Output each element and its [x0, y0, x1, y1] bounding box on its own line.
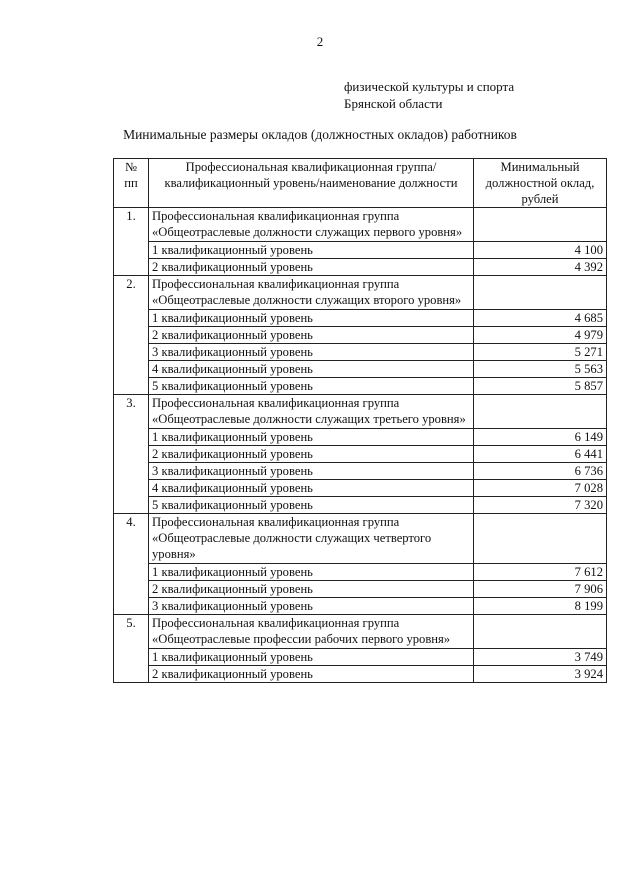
group-row — [114, 208, 607, 242]
group-salary-empty — [474, 208, 607, 242]
column-header-number: № пп — [114, 159, 149, 208]
level-label: 1 квалификационный уровень — [149, 564, 474, 581]
level-row — [114, 310, 607, 327]
column-header-name: Профессиональная квалификационная группа/квалификационный уровень/наименование должности — [149, 159, 474, 208]
group-salary-empty — [474, 276, 607, 310]
level-label: 2 квалификационный уровень — [149, 446, 474, 463]
header-line-1: физической культуры и спорта — [344, 79, 515, 94]
group-title: Профессиональная квалификационная группа «Общеотраслевые профессии рабочих первого уровня» — [149, 615, 474, 649]
level-label: 4 квалификационный уровень — [149, 361, 474, 378]
level-row — [114, 649, 607, 666]
level-salary: 8 199 — [474, 598, 607, 615]
level-salary: 3 749 — [474, 649, 607, 666]
level-row — [114, 497, 607, 514]
group-salary-empty — [474, 395, 607, 429]
level-label: 3 квалификационный уровень — [149, 463, 474, 480]
column-header-salary: Минимальный должностной оклад, рублей — [474, 159, 607, 208]
document-title: Минимальные размеры окладов (должностных окладов) работников — [123, 127, 517, 142]
level-row — [114, 429, 607, 446]
level-row — [114, 361, 607, 378]
group-row — [114, 514, 607, 564]
level-salary: 6 149 — [474, 429, 607, 446]
page-number: 2 — [316, 34, 324, 49]
level-row — [114, 242, 607, 259]
group-title: Профессиональная квалификационная группа «Общеотраслевые должности служащих третьего уровня» — [149, 395, 474, 429]
table-header-row — [114, 159, 607, 208]
level-salary: 5 271 — [474, 344, 607, 361]
level-row — [114, 480, 607, 497]
level-row — [114, 666, 607, 683]
level-row — [114, 327, 607, 344]
level-row — [114, 598, 607, 615]
level-salary: 4 392 — [474, 259, 607, 276]
header-line-2: Брянской области — [344, 96, 443, 111]
level-label: 2 квалификационный уровень — [149, 327, 474, 344]
level-label: 2 квалификационный уровень — [149, 666, 474, 683]
level-label: 2 квалификационный уровень — [149, 259, 474, 276]
level-salary: 7 028 — [474, 480, 607, 497]
level-row — [114, 259, 607, 276]
group-number: 2. — [114, 276, 149, 395]
level-salary: 4 979 — [474, 327, 607, 344]
group-row — [114, 395, 607, 429]
level-row — [114, 581, 607, 598]
table-body — [114, 208, 607, 683]
level-salary: 7 612 — [474, 564, 607, 581]
group-row — [114, 615, 607, 649]
group-number: 4. — [114, 514, 149, 615]
level-label: 3 квалификационный уровень — [149, 598, 474, 615]
group-number: 3. — [114, 395, 149, 514]
level-label: 5 квалификационный уровень — [149, 497, 474, 514]
group-title: Профессиональная квалификационная группа «Общеотраслевые должности служащих четвертого уровня» — [149, 514, 474, 564]
level-row — [114, 378, 607, 395]
level-salary: 7 320 — [474, 497, 607, 514]
level-salary: 4 685 — [474, 310, 607, 327]
level-salary: 5 563 — [474, 361, 607, 378]
group-salary-empty — [474, 514, 607, 564]
level-salary: 5 857 — [474, 378, 607, 395]
group-salary-empty — [474, 615, 607, 649]
level-salary: 6 441 — [474, 446, 607, 463]
salary-table — [113, 158, 607, 683]
level-label: 3 квалификационный уровень — [149, 344, 474, 361]
level-label: 2 квалификационный уровень — [149, 581, 474, 598]
level-label: 1 квалификационный уровень — [149, 310, 474, 327]
group-title: Профессиональная квалификационная группа «Общеотраслевые должности служащих второго уровня» — [149, 276, 474, 310]
level-row — [114, 446, 607, 463]
level-label: 4 квалификационный уровень — [149, 480, 474, 497]
level-label: 1 квалификационный уровень — [149, 242, 474, 259]
group-number: 5. — [114, 615, 149, 683]
level-row — [114, 463, 607, 480]
level-label: 1 квалификационный уровень — [149, 649, 474, 666]
group-number: 1. — [114, 208, 149, 276]
level-salary: 3 924 — [474, 666, 607, 683]
level-salary: 6 736 — [474, 463, 607, 480]
level-row — [114, 564, 607, 581]
level-salary: 4 100 — [474, 242, 607, 259]
group-title: Профессиональная квалификационная группа «Общеотраслевые должности служащих первого уровня» — [149, 208, 474, 242]
level-salary: 7 906 — [474, 581, 607, 598]
header-block — [344, 78, 514, 112]
group-row — [114, 276, 607, 310]
level-row — [114, 344, 607, 361]
level-label: 1 квалификационный уровень — [149, 429, 474, 446]
level-label: 5 квалификационный уровень — [149, 378, 474, 395]
